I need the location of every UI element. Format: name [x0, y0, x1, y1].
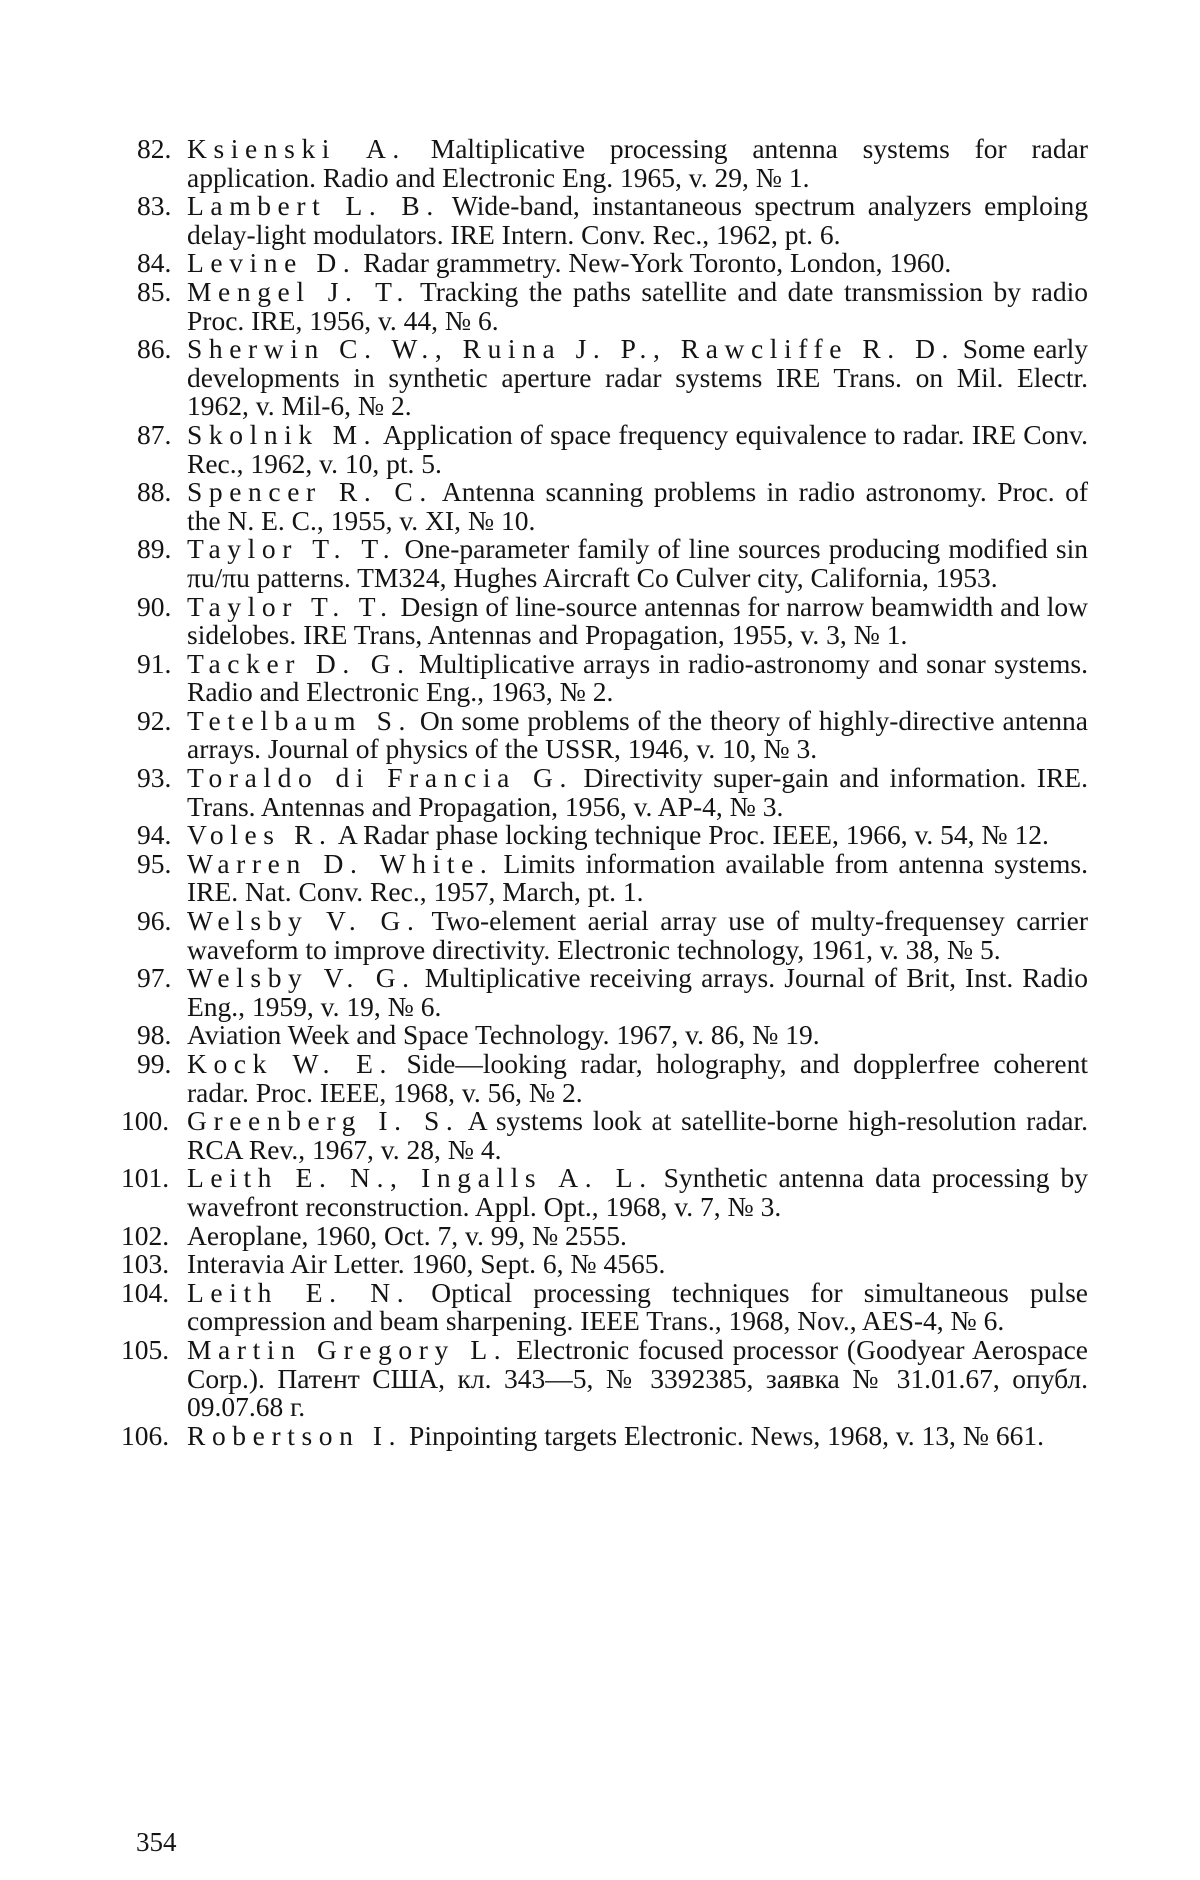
reference-author: Mengel J. T.: [187, 275, 410, 307]
reference-number: 102.: [121, 1219, 170, 1251]
reference-author: Leith E. N.: [187, 1276, 411, 1308]
reference-text: One-parameter family of line sources producing modified sin πu/πu patterns. TM324, Hughes Aircraft Co Culver city, California, 1953.: [187, 533, 1088, 593]
reference-item: [137, 333, 1088, 422]
reference-text: Synthetic antenna data processing by wavefront reconstruction. Appl. Opt., 1968, v. 7, № 3.: [187, 1162, 1088, 1222]
reference-author: Warren D. White.: [187, 847, 494, 879]
reference-item: [137, 275, 1088, 336]
reference-text: Optical processing techniques for simultaneous pulse compression and beam sharpening. IEEE Trans., 1968, Nov., AES-4, № 6.: [187, 1276, 1088, 1337]
reference-number: 94.: [137, 819, 172, 851]
reference-number: 105.: [121, 1333, 170, 1365]
reference-text: Two-element aerial array use of multy-frequensey carrier waveform to improve directivity. Electronic technology, 1961, v. 38, № 5.: [187, 905, 1088, 965]
reference-author: Welsby V. G.: [187, 962, 416, 994]
reference-number: 100.: [121, 1105, 170, 1137]
reference-item: [121, 1219, 1088, 1251]
reference-item: [137, 762, 1088, 822]
reference-item: [137, 905, 1088, 965]
reference-item: [137, 418, 1088, 479]
reference-list: [121, 133, 1089, 1451]
reference-author: Tacker D. G.: [187, 647, 411, 679]
reference-number: 96.: [137, 905, 172, 937]
reference-author: Kock W. E.: [187, 1048, 394, 1079]
reference-text: Pinpointing targets Electronic. News, 1968, v. 13, № 661.: [402, 1419, 1045, 1451]
reference-number: 101.: [121, 1162, 170, 1194]
reference-text: Wide-band, instantaneous spectrum analyzers emploing delay-light modulators. IRE Intern. Conv. Rec., 1962, pt. 6.: [187, 190, 1088, 250]
reference-text: A systems look at satellite-borne high-resolution radar. RCA Rev., 1967, v. 28, № 4.: [187, 1105, 1088, 1165]
reference-text: Electronic focused processor (Goodyear Aerospace Corp.). Патент США, кл. 343—5, № 3392385, заявка № 31.01.67, опубл. 09.07.68 г.: [187, 1333, 1088, 1423]
reference-number: 86.: [137, 333, 172, 365]
reference-number: 103.: [121, 1248, 170, 1280]
reference-text: On some problems of the theory of highly-directive antenna arrays. Journal of physics of the USSR, 1946, v. 10, № 3.: [187, 704, 1088, 765]
reference-author: Welsby V. G.: [187, 905, 421, 937]
reference-item: [137, 1019, 1088, 1051]
reference-text: Aviation Week and Space Technology. 1967, v. 86, № 19.: [187, 1019, 820, 1051]
reference-author: Robertson I.: [187, 1419, 403, 1451]
reference-number: 87.: [137, 418, 172, 450]
reference-item: [137, 847, 1088, 908]
reference-item: [137, 704, 1088, 765]
reference-author: Tetelbaum S.: [187, 704, 412, 736]
reference-text: Interavia Air Letter. 1960, Sept. 6, № 4565.: [187, 1248, 666, 1280]
reference-item: [137, 647, 1088, 708]
reference-author: Toraldo di Francia G.: [187, 762, 573, 794]
reference-number: 99.: [137, 1048, 172, 1079]
reference-text: Maltiplicative processing antenna systems for radar application. Radio and Electronic Eng. 1965, v. 29, № 1.: [187, 133, 1088, 193]
reference-author: Taylor T. T.: [187, 590, 394, 622]
reference-author: Skolnik M.: [187, 418, 378, 450]
reference-number: 98.: [137, 1019, 172, 1051]
reference-number: 84.: [137, 247, 172, 279]
reference-number: 85.: [137, 275, 172, 307]
reference-text: A Radar phase locking technique Proc. IEEE, 1966, v. 54, № 12.: [332, 819, 1049, 851]
reference-number: 91.: [137, 647, 172, 679]
reference-item: [137, 590, 1088, 651]
reference-number: 92.: [137, 704, 172, 736]
reference-author: Taylor T. T.: [187, 533, 397, 565]
reference-text: Antenna scanning problems in radio astronomy. Proc. of the N. E. C., 1955, v. XI, № 10.: [187, 476, 1088, 536]
reference-item: [137, 190, 1088, 250]
reference-item: [137, 133, 1088, 193]
reference-number: 106.: [121, 1419, 170, 1451]
reference-item: [121, 1162, 1088, 1222]
reference-text: Tracking the paths satellite and date transmission by radio Proc. IRE, 1956, v. 44, № 6.: [187, 275, 1088, 336]
reference-text: Radar grammetry. New-York Toronto, London, 1960.: [356, 247, 952, 279]
reference-number: 90.: [137, 590, 172, 622]
reference-text: Design of line-source antennas for narrow beamwidth and low sidelobes. IRE Trans, Antennas and Propagation, 1955, v. 3, № 1.: [187, 590, 1088, 651]
reference-text: Application of space frequency equivalence to radar. IRE Conv. Rec., 1962, v. 10, pt. 5.: [187, 418, 1088, 479]
reference-item: [137, 476, 1088, 536]
reference-author: Leith E. N., Ingalls A. L.: [187, 1162, 653, 1194]
reference-number: 82.: [137, 133, 172, 164]
reference-author: Ksienski A.: [187, 133, 406, 164]
reference-author: Levine D.: [187, 247, 357, 279]
reference-text: Aeroplane, 1960, Oct. 7, v. 99, № 2555.: [187, 1219, 627, 1251]
reference-item: [137, 1048, 1088, 1108]
reference-text: Multiplicative arrays in radio-astronomy and sonar systems. Radio and Electronic Eng., 1963, № 2.: [187, 647, 1088, 708]
reference-item: [137, 962, 1089, 1022]
reference-text: Directivity super-gain and information. IRE. Trans. Antennas and Propagation, 1956, v. AP-4, № 3.: [187, 762, 1088, 822]
reference-text: Some early developments in synthetic aperture radar systems IRE Trans. on Mil. Electr. 1962, v. Mil-6, № 2.: [187, 333, 1088, 422]
reference-text: Side—looking radar, holography, and dopplerfree coherent radar. Proc. IEEE, 1968, v. 56, № 2.: [187, 1048, 1088, 1108]
reference-item: [137, 247, 1088, 279]
reference-number: 104.: [121, 1276, 170, 1308]
reference-text: Multiplicative receiving arrays. Journal of Brit, Inst. Radio Eng., 1959, v. 19, № 6.: [187, 962, 1089, 1022]
reference-author: Greenberg I. S.: [187, 1105, 460, 1137]
reference-item: [121, 1419, 1088, 1451]
reference-number: 95.: [137, 847, 172, 879]
reference-number: 88.: [137, 476, 172, 508]
reference-item: [121, 1276, 1088, 1337]
reference-author: Martin Gregory L.: [187, 1333, 508, 1365]
reference-text: Limits information available from antenna systems. IRE. Nat. Conv. Rec., 1957, March, pt. 1.: [187, 847, 1088, 908]
reference-number: 89.: [137, 533, 172, 565]
reference-item: [121, 1333, 1088, 1423]
reference-author: Lambert L. B.: [187, 190, 440, 222]
reference-number: 93.: [137, 762, 172, 794]
reference-number: 83.: [137, 190, 172, 222]
reference-item: [137, 819, 1088, 851]
reference-author: Sherwin C. W., Ruina J. P., Rawcliffe R. D.: [187, 333, 956, 365]
reference-author: Voles R.: [187, 819, 333, 851]
reference-item: [121, 1105, 1088, 1165]
reference-item: [137, 533, 1088, 593]
reference-author: Spencer R. C.: [187, 476, 433, 508]
reference-item: [121, 1248, 1088, 1280]
page-number: 354: [136, 1827, 177, 1857]
reference-number: 97.: [137, 962, 172, 994]
